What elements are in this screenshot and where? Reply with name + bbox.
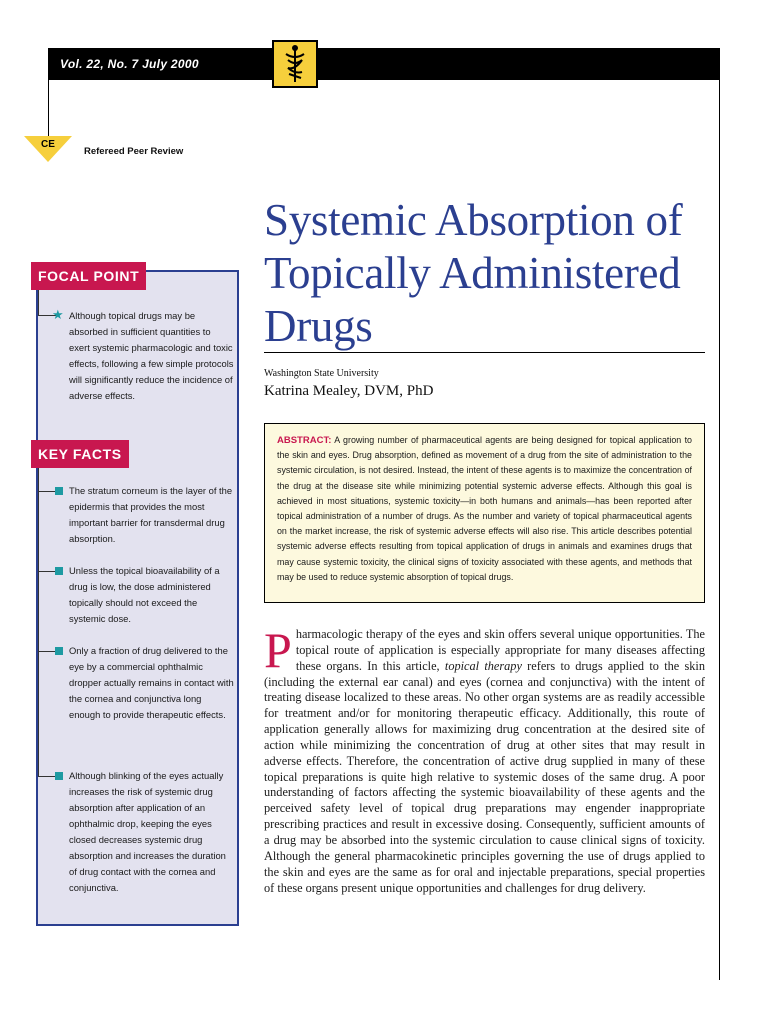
affiliation: Washington State University [264,368,379,379]
body-italic-term: topical therapy [444,658,522,673]
square-bullet-icon [55,567,63,575]
focal-point-heading: FOCAL POINT [31,262,146,290]
square-bullet-icon [55,647,63,655]
square-bullet-icon [55,772,63,780]
author-name: Katrina Mealey, DVM, PhD [264,383,434,399]
title-line: Systemic Absorption of [264,195,683,245]
body-text-part: refers to drugs applied to the skin (including the external ear canal) and eyes (cornea and conjunctiva) with the intent of treating disease localized to these areas. No other organ systems are as readily accessible for treatment and/or for monitoring therapeutic efficacy. Additionally, this route of application generally allows for maximizing drug concentration at the desired site of action while minimizing the concentration of drug at other sites that may result in adverse effects. Therefore, the concentration of active drug supplied in many of these topical preparations is quite high relative to systemic doses of the same drug. A poor understanding of factors affecting the systemic bioavailability of these agents and the perceived safety level of topical drug preparations may engender inappropriate prescribing practices and result in excessive dosing. Consequently, sufficient amounts of a drug may be absorbed into the systemic circulation to cause clinical signs of toxicity. Although the general pharmacokinetic principles governing the use of drugs applied to the skin and eyes are the same as for oral and injectable preparations, special properties of these organs present unique opportunities and challenges for drug delivery. [264,658,705,895]
tree-branch [38,776,56,777]
star-icon: ★ [52,307,64,322]
header-bar [48,48,720,80]
body-paragraph [264,622,705,896]
issue-info: Vol. 22, No. 7 July 2000 [60,57,199,71]
refereed-label: Refereed Peer Review [84,146,184,157]
key-fact-item: Only a fraction of drug delivered to the eye by a commercial ophthalmic dropper actually remains in contact with the cornea and conjunctiva long enough to provide therapeutic effects. [69,645,234,720]
tree-line [38,468,39,776]
key-fact-item: Although blinking of the eyes actually increases the risk of systemic drug absorption after application of an ophthalmic drop, keeping the eyes closed decreases systemic drug absorption and increases the duration of drug contact with the cornea and conjunctiva. [69,770,226,893]
key-fact-item: Unless the topical bioavailability of a drug is low, the dose administered topically should not exceed the systemic dose. [69,565,220,624]
abstract-box [264,423,705,603]
tree-branch [38,651,56,652]
abstract-label: ABSTRACT: [277,435,332,446]
square-bullet-icon [55,487,63,495]
tree-line [38,290,39,316]
body-text-part: harmacologic therapy of the eyes and skin offers several unique opportunities. The topical route of application is especially appropriate for many diseases affecting these organs. In this article, [295,627,705,673]
ce-label: CE [41,139,55,150]
title-divider [264,352,705,353]
title-line: Drugs [264,301,373,351]
drop-cap: P [264,622,292,678]
title-line: Topically Administered [264,248,681,298]
frame-line-right [719,80,720,980]
key-facts-heading: KEY FACTS [31,440,129,468]
article-title [264,194,714,353]
tree-branch [38,491,56,492]
abstract-text: A growing number of pharmaceutical agents are being designed for topical application to the skin and eyes. Drug absorption, defined as movement of a drug from the site of administration to the systemic circulation, is not desired. Instead, the intent of these agents is to maximize the concentration of the drug at the disease site while minimizing potential systemic adverse effects. Although this goal is achieved in most situations, systemic toxicity—in both humans and animals—has been reported after topical administration of a number of drugs. As the number and variety of topical pharmaceutical agents on the market increase, the risk of systemic adverse effects will also rise. This article describes potential systemic adverse effects resulting from topical application of drugs in animals and examines drugs that may cause systemic toxicity, the clinical signs of toxicity associated with these agents, and methods that may be used to reduce systemic absorption of topical drugs. [277,435,692,582]
focal-point-text: Although topical drugs may be absorbed in sufficient quantities to exert systemic pharmacologic and toxic effects, following a few simple protocols will significantly reduce the incidence of adverse effects. [69,310,234,401]
tree-branch [38,571,56,572]
caduceus-icon [272,40,318,88]
key-fact-item: The stratum corneum is the layer of the epidermis that provides the most important barrier for transdermal drug absorption. [69,485,233,544]
